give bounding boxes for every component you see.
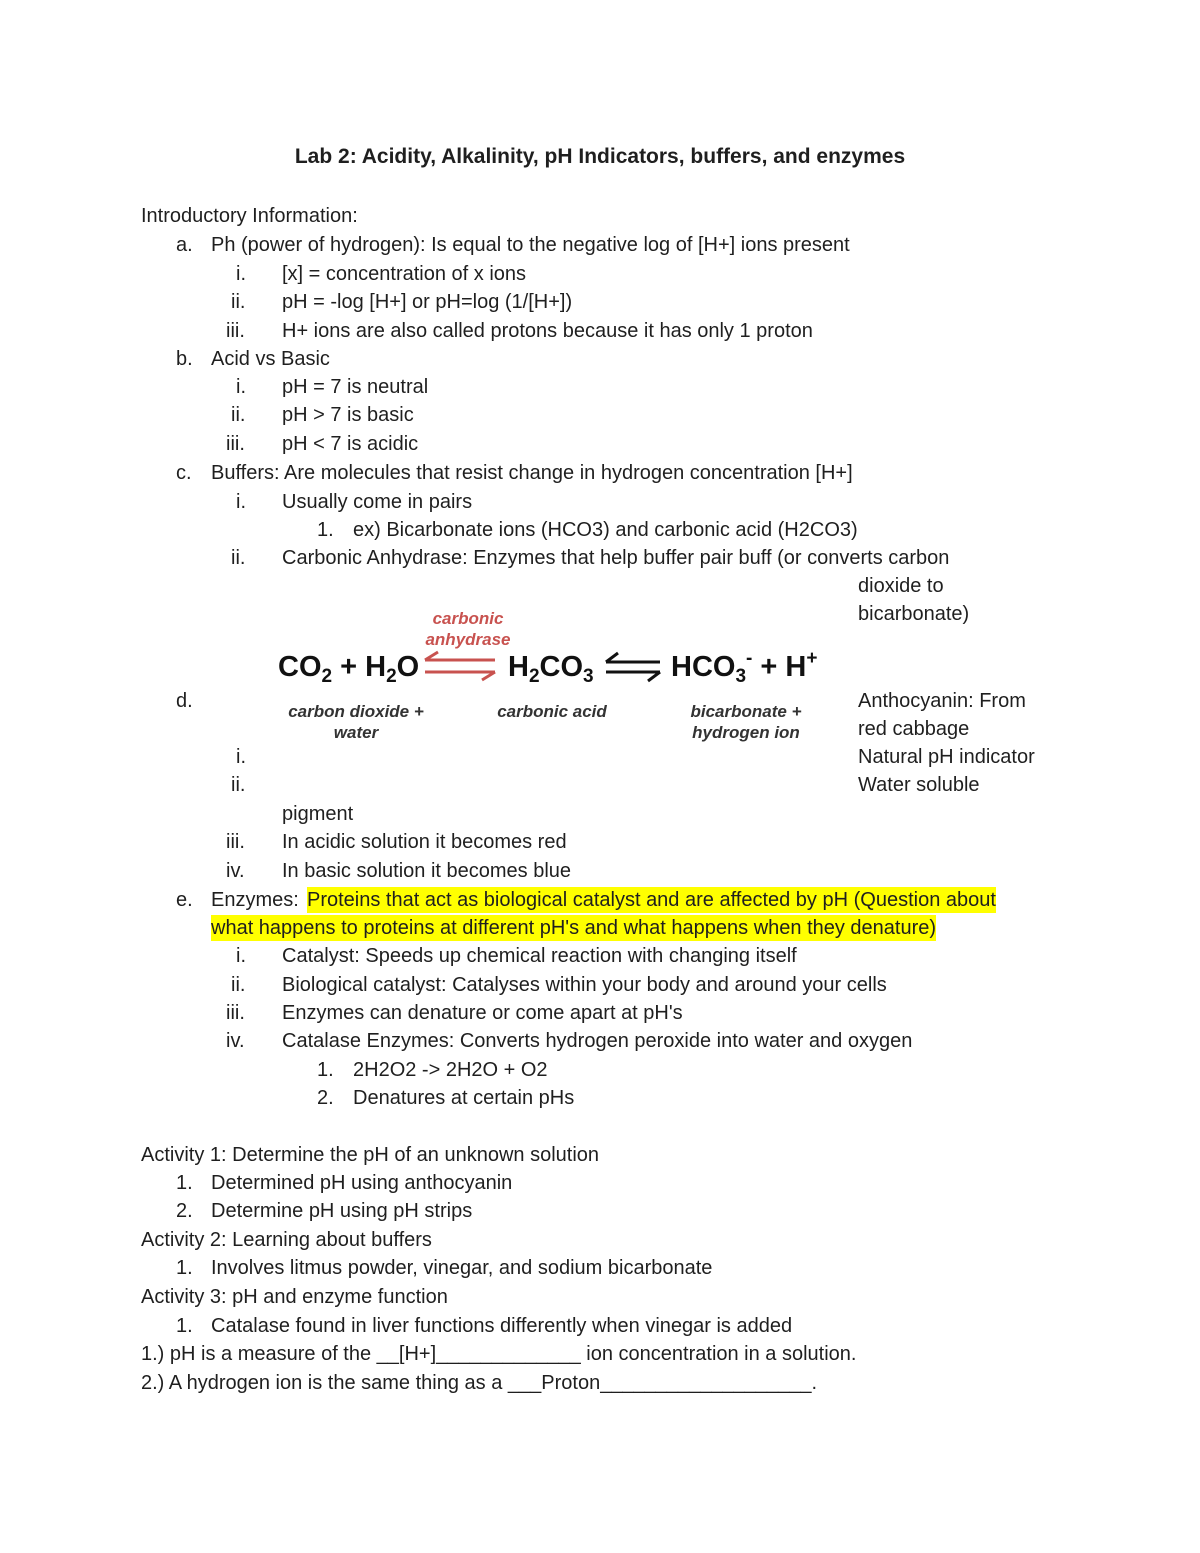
section-e-marker: e.: [176, 889, 193, 911]
section-c-text: Buffers: Are molecules that resist change in hydrogen concentration [H+]: [211, 462, 853, 484]
highlighted-text: Proteins that act as biological catalyst and are affected by pH (Question about: [307, 889, 996, 911]
activity-heading: Activity 1: Determine the pH of an unknown solution: [141, 1144, 600, 1166]
list-item: pH = -log [H+] or pH=log (1/[H+]): [282, 291, 573, 313]
list-item-marker: iii.: [226, 433, 245, 455]
list-item-continuation: bicarbonate): [858, 603, 970, 625]
list-item: In basic solution it becomes blue: [282, 860, 572, 882]
list-item-marker: i.: [236, 376, 246, 398]
page-title: Lab 2: Acidity, Alkalinity, pH Indicators, buffers, and enzymes: [294, 145, 906, 168]
list-item-continuation: pigment: [282, 803, 354, 825]
list-item-marker: i.: [236, 491, 246, 513]
list-item-continuation: dioxide to: [858, 575, 944, 597]
list-item-marker: iv.: [226, 860, 245, 882]
section-b-text: Acid vs Basic: [211, 348, 330, 370]
bicarbonate-label-line2: hydrogen ion: [692, 723, 800, 742]
list-item-marker: ii.: [231, 291, 246, 313]
section-d-marker: d.: [176, 690, 193, 712]
activity-heading: Activity 2: Learning about buffers: [141, 1229, 432, 1251]
list-item: Natural pH indicator: [858, 746, 1035, 768]
list-item: Usually come in pairs: [282, 491, 473, 513]
list-item: pH < 7 is acidic: [282, 433, 419, 455]
list-item: H+ ions are also called protons because it has only 1 proton: [282, 320, 813, 342]
sub-item-marker: 1.: [317, 1059, 334, 1081]
sub-item: Denatures at certain pHs: [353, 1087, 575, 1109]
list-item-marker: i.: [236, 945, 246, 967]
list-item: Catalyst: Speeds up chemical reaction with changing itself: [282, 945, 797, 967]
carbonic-acid-label: carbonic acid: [497, 702, 607, 721]
sub-item-marker: 2.: [317, 1087, 334, 1109]
section-d-text: Anthocyanin: From: [858, 690, 1026, 712]
list-item: pH = 7 is neutral: [282, 376, 429, 398]
list-item: Enzymes can denature or come apart at pH's: [282, 1002, 683, 1024]
activity-item: Determine pH using pH strips: [211, 1200, 473, 1222]
activity-heading: Activity 3: pH and enzyme function: [141, 1286, 448, 1308]
sub-item-marker: 1.: [317, 519, 334, 541]
list-item: pH > 7 is basic: [282, 404, 414, 426]
activity-item: Determined pH using anthocyanin: [211, 1172, 513, 1194]
bicarbonate-label: [678, 701, 814, 743]
co2-water-label: [272, 701, 440, 743]
list-item-marker: ii.: [231, 404, 246, 426]
list-item: Water soluble: [858, 774, 980, 796]
section-b-marker: b.: [176, 348, 193, 370]
list-item-marker: i.: [236, 746, 246, 768]
co2-water-formula: $CO_2 + H_2O$: [278, 651, 420, 687]
carbonic-acid-formula: $H_2CO_3$: [508, 651, 594, 687]
list-item-marker: iii.: [226, 1002, 245, 1024]
section-e-label: Enzymes:: [211, 889, 299, 911]
section-a-text: Ph (power of hydrogen): Is equal to the negative log of [H+] ions present: [211, 234, 850, 256]
section-a-marker: a.: [176, 234, 193, 256]
enzyme-label-line1: carbonic: [432, 609, 504, 628]
activity-item-marker: 2.: [176, 1200, 193, 1222]
co2-water-label-line1: carbon dioxide +: [288, 702, 424, 721]
activity-item: Catalase found in liver functions differently when vinegar is added: [211, 1315, 793, 1337]
list-item: Biological catalyst: Catalyses within your body and around your cells: [282, 974, 887, 996]
activity-item-marker: 1.: [176, 1315, 193, 1337]
bicarbonate-formula: $HCO_3^- + H^+$: [671, 648, 818, 687]
highlighted-text: what happens to proteins at different pH's and what happens when they denature): [211, 917, 937, 939]
co2-water-label-line2: water: [333, 723, 379, 742]
bicarbonate-label-line1: bicarbonate +: [690, 702, 802, 721]
enzyme-label-line2: anhydrase: [425, 630, 511, 649]
list-item-marker: iii.: [226, 320, 245, 342]
list-item-marker: ii.: [231, 547, 246, 569]
list-item: In acidic solution it becomes red: [282, 831, 567, 853]
list-item: Carbonic Anhydrase: Enzymes that help buffer pair buff (or converts carbon: [282, 547, 950, 569]
list-item: Catalase Enzymes: Converts hydrogen peroxide into water and oxygen: [282, 1030, 913, 1052]
activity-item: Involves litmus powder, vinegar, and sodium bicarbonate: [211, 1257, 713, 1279]
activity-item-marker: 1.: [176, 1257, 193, 1279]
question-1: 1.) pH is a measure of the __[H+]_____________ ion concentration in a solution.: [141, 1343, 857, 1365]
section-d-text: red cabbage: [858, 718, 970, 740]
list-item-marker: iii.: [226, 831, 245, 853]
list-item-marker: ii.: [231, 974, 246, 996]
activity-item-marker: 1.: [176, 1172, 193, 1194]
enzyme-arrow-icon: [425, 652, 495, 680]
sub-item: ex) Bicarbonate ions (HCO3) and carbonic acid (H2CO3): [353, 519, 858, 541]
list-item-marker: iv.: [226, 1030, 245, 1052]
section-c-marker: c.: [176, 462, 192, 484]
question-2: 2.) A hydrogen ion is the same thing as a ___Proton___________________.: [141, 1372, 818, 1394]
equilibrium-arrow-icon: [606, 653, 660, 681]
sub-item: 2H2O2 -> 2H2O + O2: [353, 1059, 548, 1081]
carbonic-anhydrase-diagram: [258, 600, 846, 758]
list-item-marker: i.: [236, 263, 246, 285]
list-item-marker: ii.: [231, 774, 246, 796]
intro-heading: Introductory Information:: [141, 205, 358, 227]
list-item: [x] = concentration of x ions: [282, 263, 527, 285]
